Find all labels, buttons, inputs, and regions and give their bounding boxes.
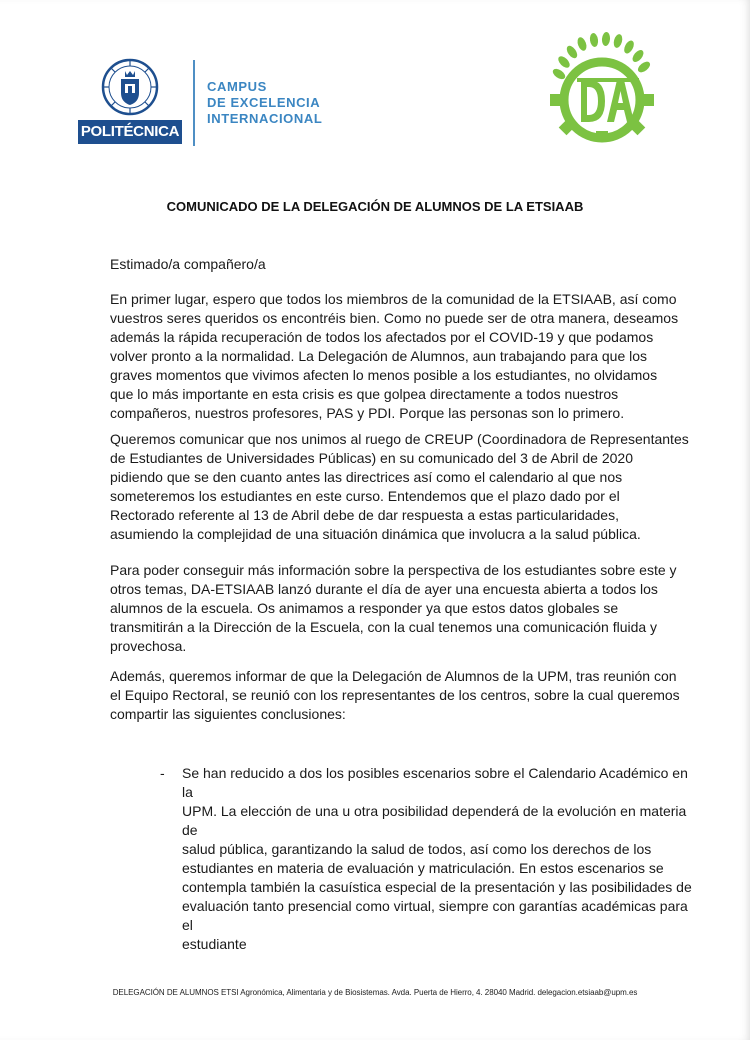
greeting: Estimado/a compañero/a <box>110 256 266 272</box>
paragraph-2: Queremos comunicar que nos unimos al ruego de CREUP (Coordinadora de Representantes de Estudiantes de Universidades Públicas) en su comunicado del 3 de Abril de 2020 pidiendo que se den cuanto antes las directrices así como el calendario al que nos someteremos los estudiantes en este curso. Entendemos que el plazo dado por el Rectorado referente al 13 de Abril debe de dar respuesta a estas particularidades, asumiendo la complejidad de una situación dinámica que involucra a la salud pública. <box>110 431 689 542</box>
document-title: COMUNICADO DE LA DELEGACIÓN DE ALUMNOS DE LA ETSIAAB <box>166 199 584 214</box>
campus-line-1: CAMPUS <box>207 79 267 94</box>
paragraph-3: Para poder conseguir más información sobre la perspectiva de los estudiantes sobre este y otros temas, DA-ETSIAAB lanzó durante el día de ayer una encuesta abierta a todos los alumnos de la escuela. Os animamos a responder ya que estos datos globales se transmitirán a la Dirección de la Escuela, con la cual tenemos una comunicación fluida y provechosa. <box>110 562 677 654</box>
delegacion-alumnos-logo-icon <box>547 32 657 146</box>
upm-seal-icon <box>101 58 159 116</box>
paragraph-4: Además, queremos informar de que la Delegación de Alumnos de la UPM, tras reunión con el Equipo Rectoral, se reunió con los representantes de los centros, sobre la cual queremos compartir las siguientes conclusiones: <box>110 668 680 722</box>
footer-address: DELEGACIÓN DE ALUMNOS ETSI Agronómica, Alimentaria y de Biosistemas. Avda. Puerta de Hierro, 4. 28040 Madrid. delegacion.etsiaab@upm.es <box>112 988 638 997</box>
upm-logo <box>78 58 184 146</box>
campus-divider <box>193 60 195 146</box>
bullet-dash: - <box>160 765 165 781</box>
campus-excelencia-logo <box>207 79 367 127</box>
paragraph-1: En primer lugar, espero que todos los miembros de la comunidad de la ETSIAAB, así como vuestros seres queridos os encontréis bien. Como no puede ser de otra manera, deseamos además la rápida recuperación de todos los afectados por el COVID-19 y que podamos volver pronto a la normalidad. La Delegación de Alumnos, aun trabajando para que los graves momentos que vivimos afecten lo menos posible a los estudiantes, no olvidamos que lo más importante en esta crisis es que golpea directamente a todos nuestros compañeros, nuestros profesores, PAS y PDI. Porque las personas son lo primero. <box>110 291 679 421</box>
campus-line-2: DE EXCELENCIA <box>207 95 321 110</box>
campus-line-3: INTERNACIONAL <box>207 111 323 126</box>
politecnica-label: POLITÉCNICA <box>78 120 182 144</box>
bullet-item-1: Se han reducido a dos los posibles escenarios sobre el Calendario Académico en la UPM. La elección de una u otra posibilidad dependerá de la evolución en materia de salud pública, garantizando la salud de todos, así como los derechos de los estudiantes en materia de evaluación y matriculación. En estos escenarios se contempla también la casuística especial de la presentación y las posibilidades de evaluación tanto presencial como virtual, siempre con garantías académicas para el estudiante <box>182 765 692 952</box>
